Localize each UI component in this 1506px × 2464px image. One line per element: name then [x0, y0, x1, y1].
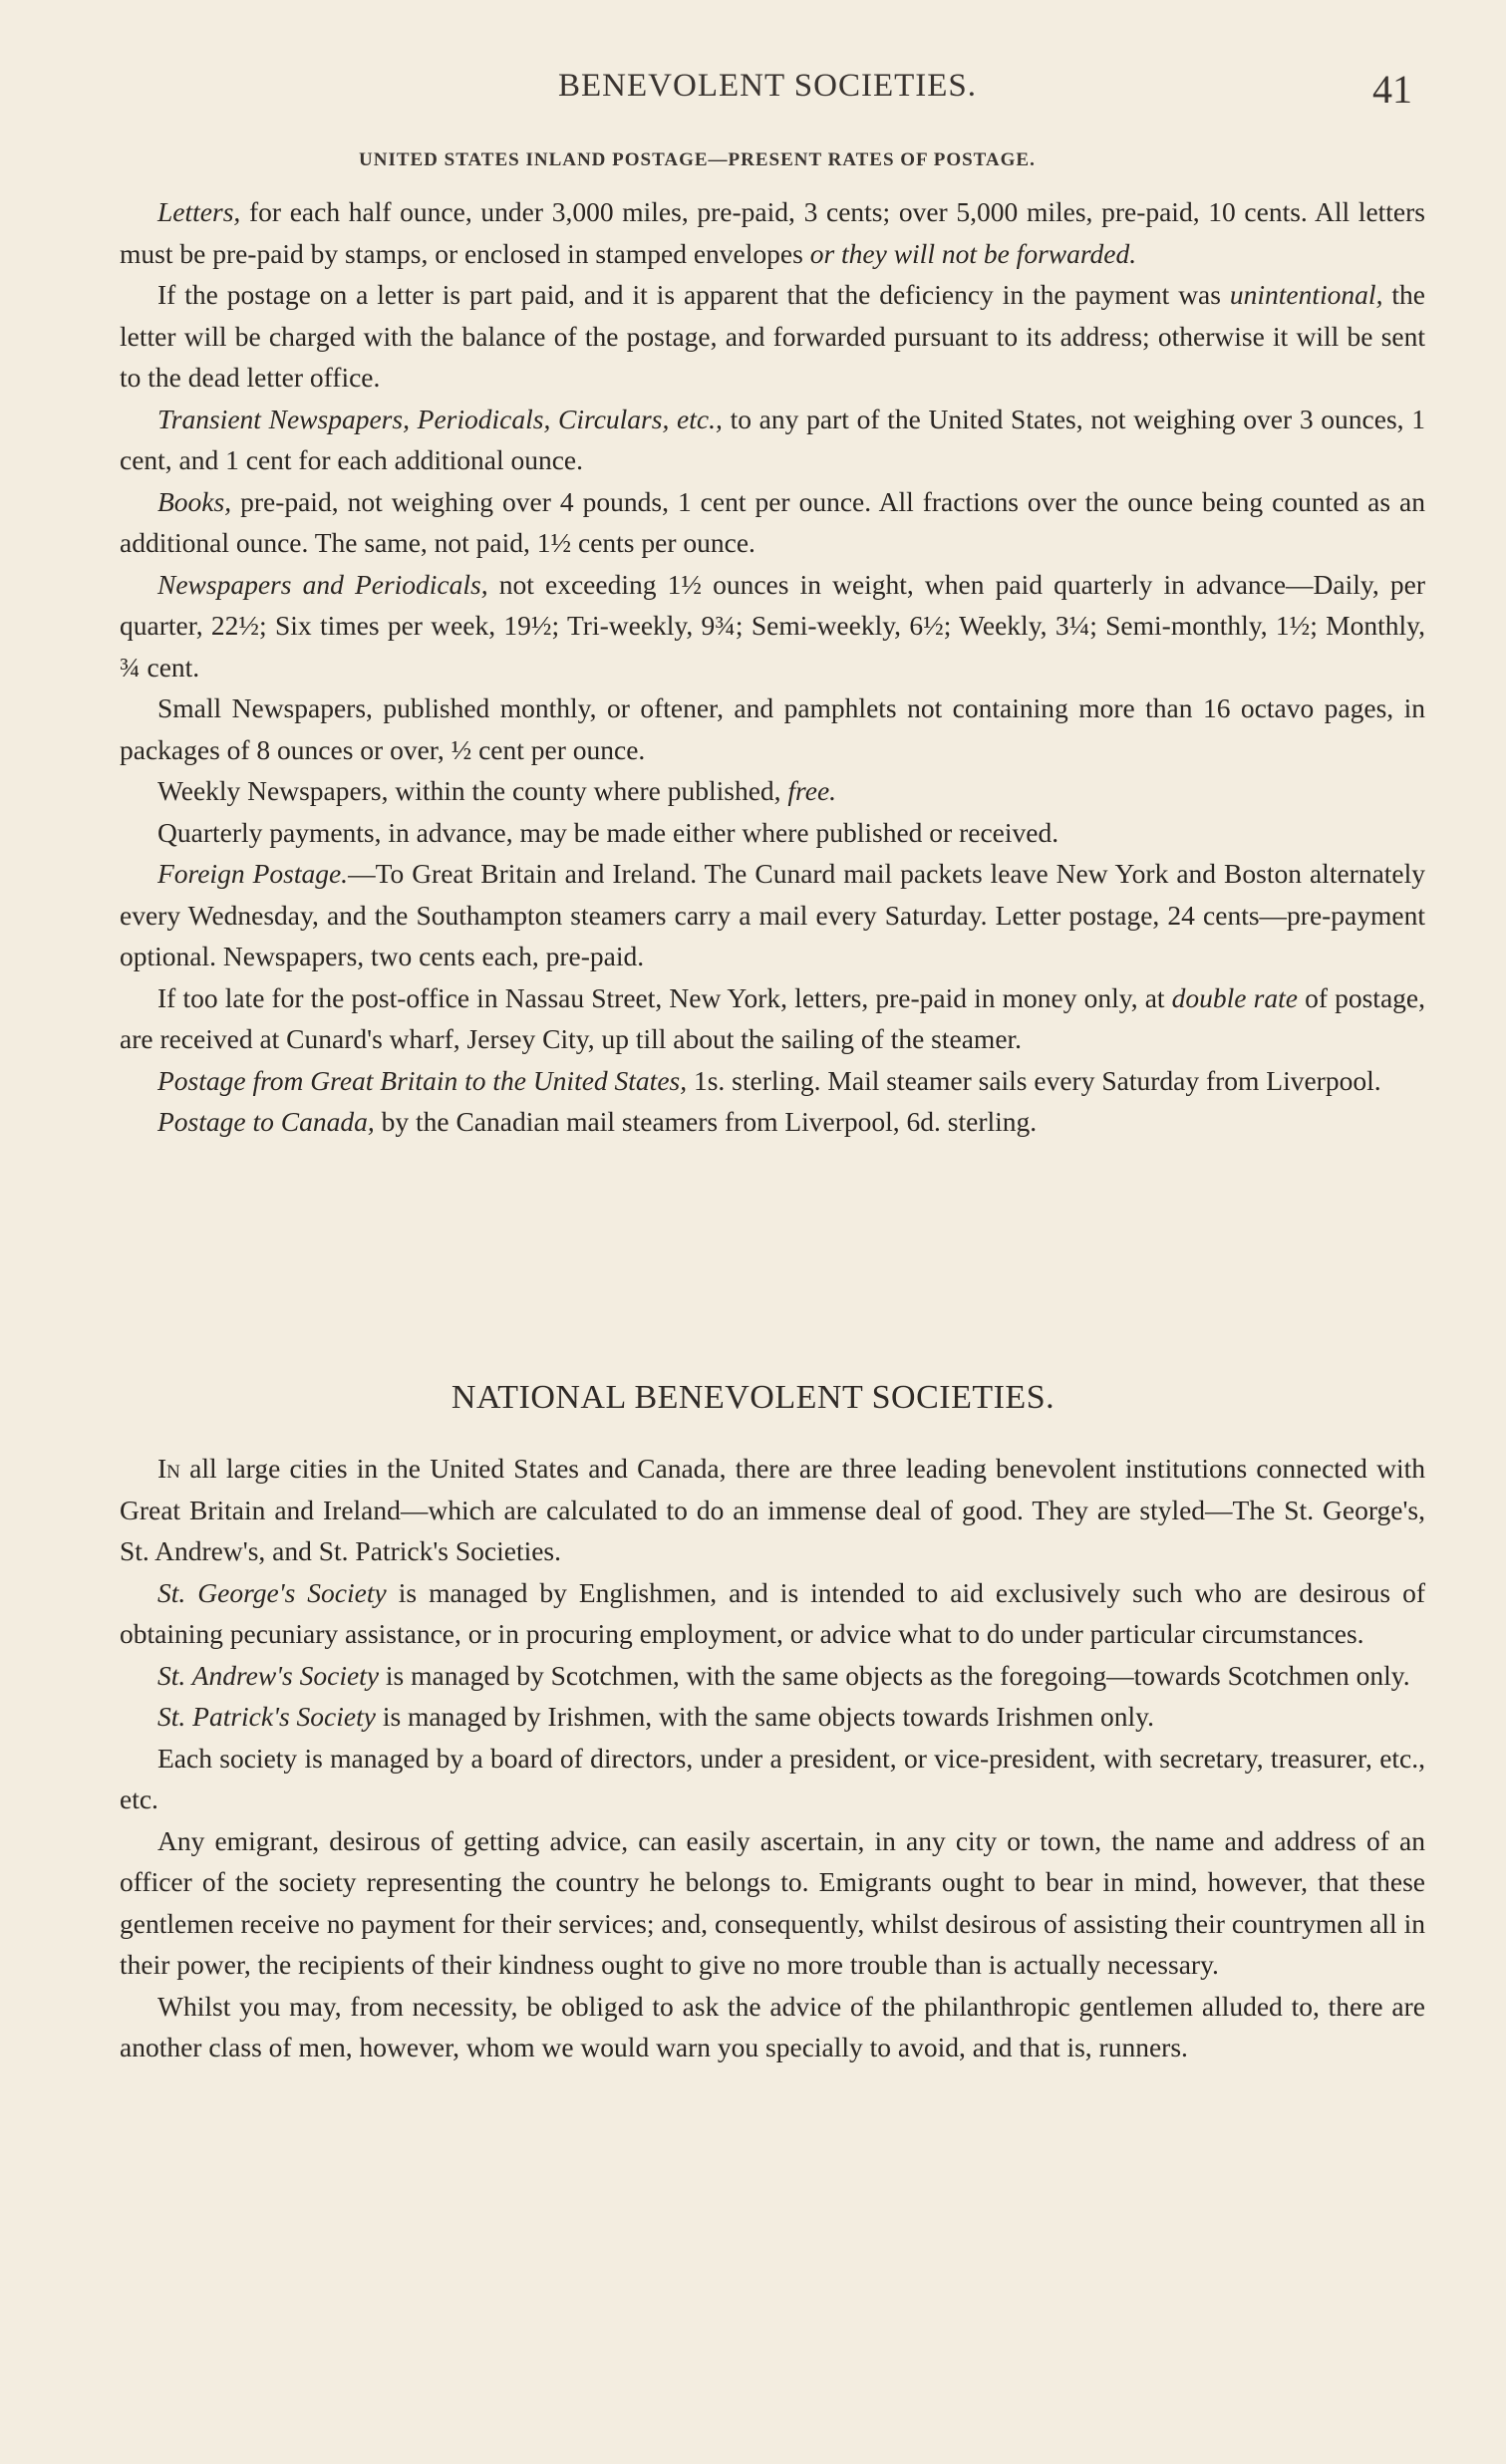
- paragraph-st-patrick: [120, 1696, 1425, 1738]
- paragraph-lead: St. George's Society: [157, 1576, 387, 1608]
- paragraph-foreign-postage: [120, 853, 1425, 977]
- paragraph-emigrant-advice: [120, 1820, 1425, 1986]
- paragraph-text: is managed by Scotchmen, with the same objects as the foregoing—towards Scotchmen only.: [379, 1659, 1410, 1691]
- paragraph-text: Any emigrant, desirous of getting advice, can easily ascertain, in any city or town, the name and address of an officer of the society representing the country he belongs to. Emigrants ought to bear in mind, however, that these gentlemen receive no payment for their services; and, consequently, whilst desirous of assisting their countrymen all in their power, the recipients of their kindness ought to give no more trouble than is actually necessary.: [120, 1824, 1425, 1980]
- paragraph-part-paid: [120, 274, 1425, 399]
- paragraph-text: all large cities in the United States and Canada, there are three leading benevolent institutions connected with Great Britain and Ireland—which are calculated to do an immense deal of good. They are styled—The St. George's, St. Andrew's, and St. Patrick's Societies.: [120, 1453, 1425, 1566]
- paragraph-lead: Postage from Great Britain to the United States,: [157, 1064, 688, 1096]
- paragraph-runners-warning: [120, 1986, 1425, 2068]
- paragraph-text: Small Newspapers, published monthly, or oftener, and pamphlets not containing more than 16 octavo pages, in packages of 8 ounces or over, ½ cent per ounce.: [120, 692, 1425, 765]
- paragraph-text: of postage, are received at Cunard's wharf, Jersey City, up till about the sailing of the steamer.: [120, 981, 1425, 1054]
- paragraph-text: Each society is managed by a board of directors, under a president, or vice-president, with secretary, treasurer, etc., etc.: [120, 1742, 1425, 1814]
- national-societies-heading: NATIONAL BENEVOLENT SOCIETIES.: [451, 1379, 1055, 1416]
- paragraph-small-newspapers: [120, 687, 1425, 770]
- paragraph-intro: [120, 1448, 1425, 1572]
- running-title: BENEVOLENT SOCIETIES.: [558, 68, 978, 104]
- postage-text: [120, 191, 1425, 1143]
- paragraph-st-george: [120, 1572, 1425, 1655]
- paragraph-lead: Letters,: [157, 196, 241, 227]
- paragraph-text: Whilst you may, from necessity, be obliged to ask the advice of the philanthropic gentlemen alluded to, there are another class of men, however, whom we would warn you specially to avoid, and that is, runners.: [120, 1990, 1425, 2062]
- paragraph-postage-from-britain: [120, 1060, 1425, 1102]
- paragraph-transient-newspapers: [120, 399, 1425, 481]
- paragraph-text: to any part of the United States, not weighing over 3 ounces, 1 cent, and 1 cent for each additional ounce.: [120, 403, 1425, 475]
- paragraph-st-andrew: [120, 1655, 1425, 1697]
- paragraph-text: Weekly Newspapers, within the county where published,: [157, 775, 788, 806]
- paragraph-lead: Newspapers and Periodicals,: [157, 568, 488, 600]
- paragraph-text: is managed by Irishmen, with the same objects towards Irishmen only.: [375, 1701, 1154, 1732]
- paragraph-board: [120, 1738, 1425, 1820]
- page-number: 41: [1372, 67, 1412, 112]
- paragraph-weekly-newspapers: [120, 770, 1425, 812]
- paragraph-lead: St. Patrick's Society: [157, 1701, 376, 1732]
- paragraph-text: If the postage on a letter is part paid, and it is apparent that the deficiency in the payment was: [157, 279, 1230, 310]
- postage-section-heading: UNITED STATES INLAND POSTAGE—PRESENT RATES OF POSTAGE.: [359, 149, 1036, 170]
- paragraph-text: 1s. sterling. Mail steamer sails every Saturday from Liverpool.: [687, 1064, 1381, 1096]
- paragraph-lead: Transient Newspapers, Periodicals, Circulars, etc.,: [157, 403, 723, 434]
- paragraph-lead: Books,: [157, 485, 232, 517]
- paragraph-emphasis: free.: [787, 775, 837, 806]
- paragraph-lead: In: [157, 1453, 180, 1484]
- paragraph-emphasis: unintentional,: [1229, 279, 1383, 310]
- paragraph-text: If too late for the post-office in Nassau Street, New York, letters, pre-paid in money only, at: [157, 981, 1172, 1013]
- paragraph-text: Quarterly payments, in advance, may be made either where published or received.: [157, 816, 1059, 848]
- paragraph-too-late: [120, 977, 1425, 1060]
- paragraph-lead: Postage to Canada,: [157, 1106, 375, 1137]
- paragraph-text: —To Great Britain and Ireland. The Cunard mail packets leave New York and Boston alternately every Wednesday, and the Southampton steamers carry a mail every Saturday. Letter postage, 24 cents—pre-payment optional. Newspapers, two cents each, pre-paid.: [120, 858, 1426, 971]
- paragraph-postage-to-canada: [120, 1101, 1425, 1143]
- paragraph-newspapers-periodicals: [120, 564, 1425, 688]
- paragraph-letters: [120, 191, 1425, 274]
- paragraph-books: [120, 481, 1425, 564]
- paragraph-text: is managed by Englishmen, and is intended to aid exclusively such who are desirous of obtaining pecuniary assistance, or in procuring employment, or advice what to do under particular circumstances.: [120, 1576, 1425, 1649]
- paragraph-lead: Foreign Postage.: [157, 858, 349, 889]
- paragraph-text: for each half ounce, under 3,000 miles, pre-paid, 3 cents; over 5,000 miles, pre-paid, 10 cents. All letters must be pre-paid by stamps, or enclosed in stamped envelopes: [120, 196, 1425, 269]
- paragraph-text: by the Canadian mail steamers from Liverpool, 6d. sterling.: [374, 1106, 1038, 1137]
- running-head: [0, 62, 1506, 122]
- paragraph-text: the letter will be charged with the balance of the postage, and forwarded pursuant to its address; otherwise it will be sent to the dead letter office.: [120, 279, 1425, 393]
- paragraph-emphasis: or they will not be forwarded.: [809, 237, 1137, 269]
- paragraph-lead: St. Andrew's Society: [157, 1659, 380, 1691]
- paragraph-quarterly-payments: [120, 812, 1425, 854]
- paragraph-text: pre-paid, not weighing over 4 pounds, 1 cent per ounce. All fractions over the ounce being counted as an additional ounce. The same, not paid, 1½ cents per ounce.: [120, 485, 1425, 558]
- paragraph-text: not exceeding 1½ ounces in weight, when paid quarterly in advance—Daily, per quarter, 22½; Six times per week, 19½; Tri-weekly, 9¾; Semi-weekly, 6½; Weekly, 3¼; Semi-monthly, 1½; Monthly, ¾ cent.: [120, 568, 1425, 683]
- societies-text: [120, 1448, 1425, 2068]
- paragraph-emphasis: double rate: [1171, 981, 1298, 1013]
